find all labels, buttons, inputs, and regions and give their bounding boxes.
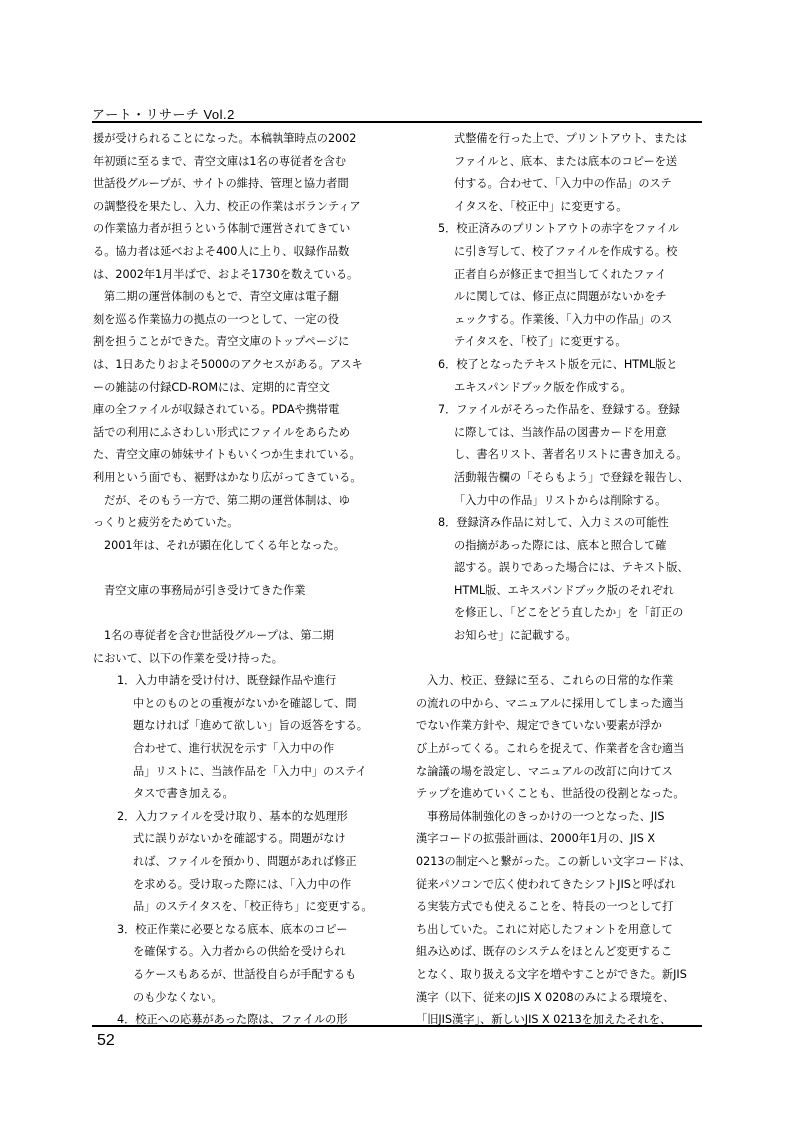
text-line: テップを進めていくことも、世話役の役割となった。 [416, 787, 685, 801]
list-item-continuation: 合わせて、進行状況を示す「入力中の作 [133, 742, 335, 756]
paragraph-start: 2001年は、それが顕在化してくる年となった。 [104, 538, 346, 552]
list-item-continuation: 品」リストに、当該作品を「入力中」のステイ [133, 764, 367, 778]
list-item-continuation: を求める。受け取った際には、「入力中の作 [133, 877, 352, 891]
paragraph-start: 事務局体制強化のきっかけの一つとなった、JIS [427, 809, 665, 823]
text-line: 0213の制定へと繋がった。この新しい文字コードは、 [416, 855, 691, 868]
paragraph-start: だが、そのもう一方で、第二期の運営体制は、ゆ [104, 493, 350, 507]
list-item: 2．入力ファイルを受け取り、基本的な処理形 [117, 809, 348, 823]
list-item: 8．登録済み作品に対して、入力ミスの可能性 [438, 516, 669, 530]
list-item-continuation: 式に誤りがないかを確認する。問題がなけ [133, 832, 346, 846]
text-line: る。協力者は延べおよそ400人に上り、収録作品数 [93, 244, 350, 258]
paragraph-start: 入力、校正、登録に至る、これらの日常的な作業 [427, 674, 674, 688]
list-item-continuation: 品」のステイタスを、「校正待ち」に変更する。 [133, 900, 373, 914]
list-item-continuation: れば、ファイルを預かり、問題があれば修正 [133, 855, 357, 868]
list-item-continuation: ファイルと、底本、または底本のコピーを送 [454, 154, 678, 168]
list-item-continuation: に際しては、当該作品の図書カードを用意 [454, 425, 667, 439]
footer-rule [92, 1025, 702, 1027]
left-column [93, 128, 393, 1032]
text-line: でない作業方針や、規定できていない要素が浮か [416, 719, 662, 733]
list-item: 4．校正への応募があった際は、ファイルの形 [117, 1013, 348, 1027]
text-line: は、2002年1月半ばで、およそ1730を数えている。 [93, 267, 359, 281]
paragraph-start: 第二期の運営体制のもとで、青空文庫は電子翻 [104, 290, 339, 304]
text-line: 割を担うことができた。青空文庫のトップページに [93, 335, 350, 349]
list-item-continuation: イタスを、「校正中」に変更する。 [454, 199, 628, 213]
text-line: ち出していた。これに対応したフォントを用意して [416, 922, 673, 936]
text-line: は、1日あたりおよそ5000のアクセスがある。アスキ [93, 357, 363, 371]
text-line: っくりと疲労をためていた。 [93, 516, 239, 530]
list-item-continuation: 題なければ「進めて欲しい」旨の返答をする。 [133, 719, 368, 733]
text-line: の流れの中から、マニュアルに採用してしまった適当 [416, 696, 685, 710]
list-item: 3．校正作業に必要となる底本、底本のコピー [117, 922, 348, 936]
text-line: の作業協力者が担うという体制で運営されてきてい [93, 222, 351, 236]
header-rule [92, 121, 702, 123]
text-line: において、以下の作業を受け持った。 [93, 651, 283, 665]
text-line: 世話役グループが、サイトの維持、管理と協力者間 [93, 177, 349, 191]
list-item-continuation: HTML版、エキスパンドブック版のそれぞれ [454, 583, 674, 597]
list-item-continuation: 中とのものとの重複がないかを確認して、問 [133, 696, 357, 710]
list-item-continuation: エキスパンドブック版を作成する。 [454, 380, 632, 394]
text-line: ーの雑誌の付録CD-ROMには、定期的に青空文 [93, 380, 330, 394]
text-line: 従来パソコンで広く使われてきたシフトJISと呼ばれ [416, 877, 676, 891]
list-item-continuation: 活動報告欄の「そらもよう」で登録を報告し、 [454, 470, 689, 484]
text-line: 漢字（以下、従来のJIS X 0208のみによる環境を、 [416, 990, 675, 1004]
text-line: 刻を巡る作業協力の拠点の一つとして、一定の役 [93, 312, 339, 326]
list-item-continuation: を確保する。入力者からの供給を受けられ [133, 945, 346, 959]
list-item: 6．校了となったテキスト版を元に、HTML版と [438, 357, 678, 371]
spacer [416, 648, 706, 671]
list-item-continuation: 正者自らが修正まで担当してくれたファイ [454, 267, 667, 281]
page-number: 52 [97, 1032, 115, 1049]
list-item-continuation: 「入力中の作品」リストからは削除する。 [454, 493, 667, 507]
paragraph-start: 1名の専従者を含む世話役グループは、第二期 [104, 629, 334, 643]
right-column [416, 128, 706, 1032]
list-item-continuation: のも少なくない。 [133, 990, 223, 1004]
text-line: 年初頭に至るまで、青空文庫は1名の専従者を含む [93, 154, 347, 168]
text-line: た、青空文庫の姉妹サイトもいくつか生まれている。 [93, 448, 361, 462]
text-line: る実装方式でも使えることを、特長の一つとして打 [416, 900, 674, 914]
text-line: となく、取り扱える文字を増やすことができた。新JIS [416, 967, 687, 981]
list-item-continuation: ェックする。作業後、「入力中の作品」のス [454, 312, 673, 326]
text-line: 話での利用にふさわしい形式にファイルをあらため [93, 425, 351, 439]
text-line: 利用という面でも、裾野はかなり広がってきている。 [93, 470, 362, 484]
list-item-continuation: し、書名リスト、著者名リストに書き加える。 [454, 448, 688, 462]
list-item: 7．ファイルがそろった作品を、登録する。登録 [438, 403, 680, 417]
list-item-continuation: 式整備を行った上で、プリントアウト、または [454, 132, 687, 145]
list-item-continuation: テイタスを、「校了」に変更する。 [454, 335, 627, 349]
journal-title: アート・リサーチ Vol.2 [92, 107, 235, 122]
list-item-continuation: お知らせ」に記載する。 [454, 629, 577, 643]
text-line: 庫の全ファイルが収録されている。PDAや携帯電 [93, 403, 340, 417]
text-line: び上がってくる。これらを捉えて、作業者を含む適当 [416, 742, 685, 756]
list-item-continuation: 認する。誤りであった場合には、テキスト版、 [454, 561, 689, 575]
text-line: 援が受けられることになった。本稿執筆時点の2002 [93, 132, 357, 145]
list-item-continuation: タスで書き加える。 [133, 787, 234, 801]
list-item-continuation: に引き写して、校了ファイルを作成する。校 [454, 244, 678, 258]
section-heading: 青空文庫の事務局が引き受けてきた作業 [104, 583, 306, 597]
text-line: の調整役を果たし、入力、校正の作業はボランティア [93, 199, 361, 213]
list-item: 5．校正済みのプリントアウトの赤字をファイル [438, 222, 680, 236]
spacer [93, 557, 393, 580]
list-item-continuation: ルに関しては、修正点に問題がないかをチ [454, 290, 667, 304]
text-line: 漢字コードの拡張計画は、2000年1月の、JIS X [416, 832, 656, 846]
list-item-continuation: を修正し、「どこをどう直したか」を「訂正の [454, 606, 684, 620]
text-line: 「旧JIS漢字」、新しいJIS X 0213を加えたそれを、 [416, 1013, 672, 1027]
list-item-continuation: の指摘があった際には、底本と照合して確 [454, 538, 667, 552]
text-line: 組み込めば、既存のシステムをほとんど変更するこ [416, 945, 673, 959]
list-item: 1．入力申請を受け付け、既登録作品や進行 [117, 674, 337, 688]
text-line: な論議の場を設定し、マニュアルの改訂に向けてス [416, 764, 673, 778]
list-item-continuation: 付する。合わせて、「入力中の作品」のステ [454, 177, 672, 191]
list-item-continuation: るケースもあるが、世話役自らが手配するも [133, 967, 357, 981]
spacer [93, 602, 393, 625]
